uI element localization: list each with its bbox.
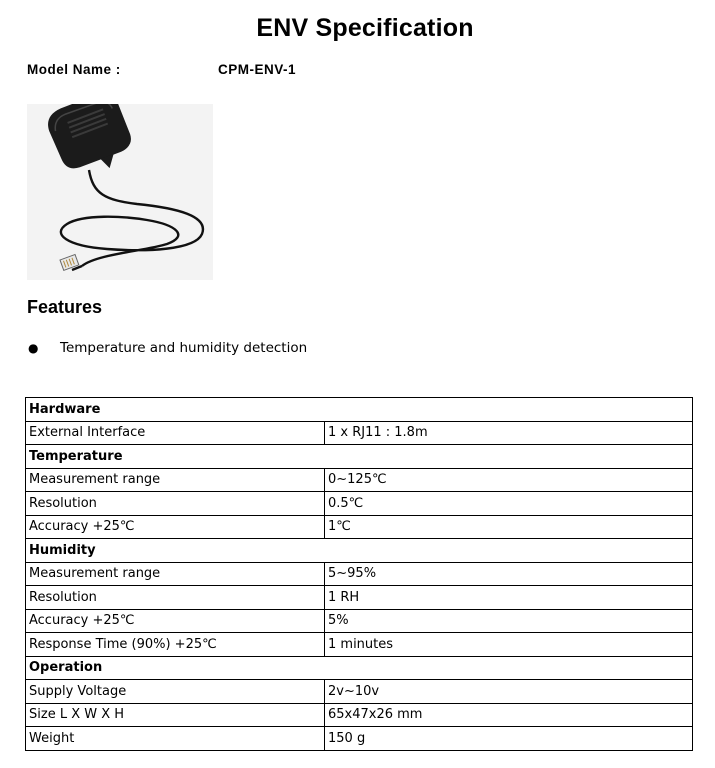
model-name-value: CPM-ENV-1 bbox=[218, 62, 297, 77]
spec-key: Accuracy +25℃ bbox=[26, 515, 325, 539]
section-row-hardware bbox=[26, 398, 693, 422]
section-row-temperature bbox=[26, 445, 693, 469]
section-heading: Operation bbox=[26, 656, 693, 680]
table-row bbox=[26, 586, 693, 610]
spec-key: Accuracy +25℃ bbox=[26, 609, 325, 633]
spec-value: 150 g bbox=[325, 727, 693, 751]
product-photo bbox=[27, 104, 213, 280]
table-row bbox=[26, 562, 693, 586]
section-row-operation bbox=[26, 656, 693, 680]
spec-value: 0.5℃ bbox=[325, 492, 693, 516]
spec-key: Measurement range bbox=[26, 468, 325, 492]
spec-key: Supply Voltage bbox=[26, 680, 325, 704]
table-row bbox=[26, 680, 693, 704]
spec-key: Response Time (90%) +25℃ bbox=[26, 633, 325, 657]
table-row bbox=[26, 633, 693, 657]
spec-key: External Interface bbox=[26, 421, 325, 445]
spec-value: 1℃ bbox=[325, 515, 693, 539]
spec-value: 5% bbox=[325, 609, 693, 633]
table-row bbox=[26, 703, 693, 727]
table-row bbox=[26, 421, 693, 445]
spec-key: Measurement range bbox=[26, 562, 325, 586]
spec-value: 1 minutes bbox=[325, 633, 693, 657]
spec-value: 65x47x26 mm bbox=[325, 703, 693, 727]
table-row bbox=[26, 515, 693, 539]
spec-value: 1 RH bbox=[325, 586, 693, 610]
spec-table bbox=[25, 397, 693, 751]
section-heading: Temperature bbox=[26, 445, 693, 469]
spec-value: 0~125℃ bbox=[325, 468, 693, 492]
spec-key: Weight bbox=[26, 727, 325, 751]
spec-key: Size L X W X H bbox=[26, 703, 325, 727]
table-row bbox=[26, 468, 693, 492]
section-heading: Hardware bbox=[26, 398, 693, 422]
page-title: ENV Specification bbox=[256, 14, 474, 42]
section-row-humidity bbox=[26, 539, 693, 563]
feature-item: Temperature and humidity detection bbox=[60, 340, 308, 356]
spec-key: Resolution bbox=[26, 586, 325, 610]
section-heading: Humidity bbox=[26, 539, 693, 563]
spec-key: Resolution bbox=[26, 492, 325, 516]
bullet-icon: ● bbox=[28, 341, 39, 355]
table-row bbox=[26, 727, 693, 751]
features-heading: Features bbox=[27, 297, 103, 317]
spec-value: 2v~10v bbox=[325, 680, 693, 704]
model-name-label: Model Name : bbox=[27, 62, 121, 77]
sensor-device-image bbox=[27, 104, 213, 280]
spec-value: 5~95% bbox=[325, 562, 693, 586]
spec-value: 1 x RJ11 : 1.8m bbox=[325, 421, 693, 445]
table-row bbox=[26, 609, 693, 633]
table-row bbox=[26, 492, 693, 516]
